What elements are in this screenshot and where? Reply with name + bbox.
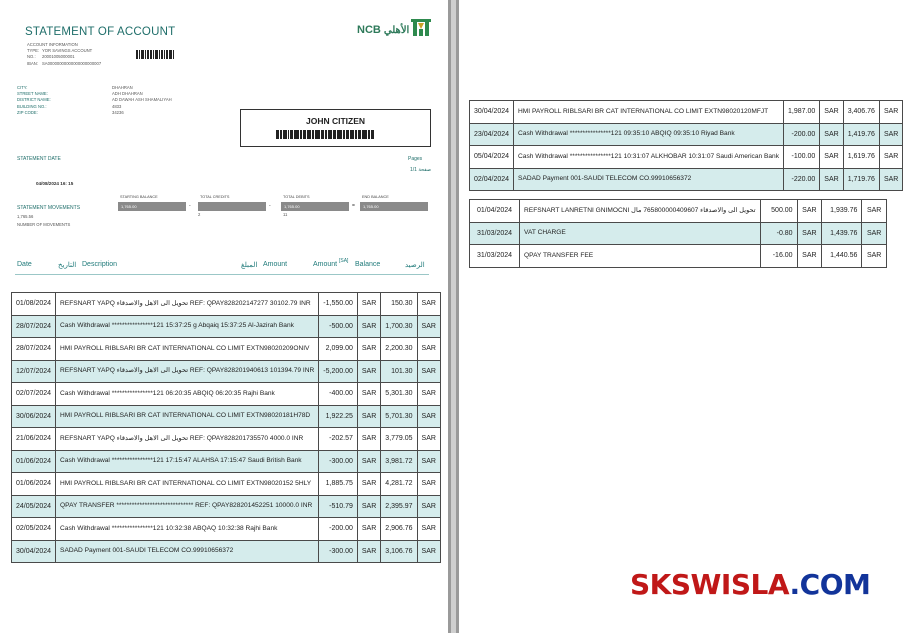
- cell-amount: 1,922.25: [319, 405, 358, 428]
- page-separator: [448, 0, 459, 633]
- cell-date: 01/08/2024: [12, 293, 56, 316]
- cell-cur: SAR: [357, 383, 380, 406]
- table-row: [12, 450, 441, 473]
- cell-balance: 2,200.30: [381, 338, 417, 361]
- cell-balance: 1,719.76: [843, 168, 879, 191]
- account-info-block: ACCOUNT INFORMATION TYPE: YOR SAVINGS ACCOUNT NO.: 20001005000001 IBAN: SA00000000000000000000007: [27, 42, 102, 66]
- cell-cur: SAR: [357, 428, 380, 451]
- cell-balance: 5,301.30: [381, 383, 417, 406]
- cell-desc: VAT CHARGE: [520, 222, 761, 245]
- cell-cur: SAR: [357, 540, 380, 563]
- cell-balance: 5,701.30: [381, 405, 417, 428]
- cell-desc: Cash Withdrawal ****************121 10:31:07 ALKHOBAR 10:31:07 Saudi American Bank: [514, 146, 784, 169]
- cell-cur: SAR: [357, 338, 380, 361]
- cell-amount: -200.00: [784, 123, 820, 146]
- cell-date: 12/07/2024: [12, 360, 56, 383]
- pages-value: 1/1 صفحة: [410, 167, 432, 173]
- cell-balance: 4,281.72: [381, 473, 417, 496]
- cell-desc: Cash Withdrawal ****************121 15:37:25 g Abqaiq 15:37:25 Al-Jazirah Bank: [56, 315, 319, 338]
- total-credits-count: 2: [198, 212, 201, 217]
- account-barcode-icon: [136, 50, 175, 59]
- cell-amount: 1,987.00: [784, 101, 820, 124]
- cell-desc: REFSNART YAPQ تحويل الى الاهل والاصدقاء REF: QPAY828202147277 30102.79 INR: [56, 293, 319, 316]
- cell-amount: -500.00: [319, 315, 358, 338]
- cell-cur2: SAR: [417, 450, 440, 473]
- cell-cur: SAR: [797, 222, 822, 245]
- cell-date: 28/07/2024: [12, 338, 56, 361]
- cell-amount: -100.00: [784, 146, 820, 169]
- table-row: [12, 405, 441, 428]
- cell-cur2: SAR: [417, 473, 440, 496]
- transactions-table-page2-b: [469, 199, 887, 268]
- starting-balance-label: STARTING BALANCE: [120, 195, 158, 199]
- cell-desc: Cash Withdrawal ****************121 06:20:35 ABQIQ 06:20:35 Rajhi Bank: [56, 383, 319, 406]
- cell-balance: 1,700.30: [381, 315, 417, 338]
- cell-balance: 3,779.05: [381, 428, 417, 451]
- cell-balance: 1,439.76: [822, 222, 862, 245]
- cell-date: 30/04/2024: [470, 101, 514, 124]
- cell-amount: -16.00: [760, 245, 797, 268]
- cell-amount: -0.80: [760, 222, 797, 245]
- cell-cur2: SAR: [417, 383, 440, 406]
- cell-desc: HMI PAYROLL RIBLSARI BR CAT INTERNATIONAL CO LIMIT EXTN98020152 5HLY: [56, 473, 319, 496]
- cell-amount: -202.57: [319, 428, 358, 451]
- cell-cur: SAR: [357, 360, 380, 383]
- table-row: [12, 540, 441, 563]
- col-description: Description: [82, 261, 118, 268]
- cell-amount: -510.79: [319, 495, 358, 518]
- cell-balance: 3,106.76: [381, 540, 417, 563]
- col-date: Date: [17, 261, 32, 268]
- statement-movements-value: 1,765.56: [17, 214, 34, 219]
- cell-balance: 2,906.76: [381, 518, 417, 541]
- cell-cur2: SAR: [879, 168, 902, 191]
- cell-cur: SAR: [820, 168, 843, 191]
- cell-desc: REFSNART YAPQ تحويل الى الاهل والاصدقاء REF: QPAY828201735570 4000.0 INR: [56, 428, 319, 451]
- cell-desc: QPAY TRANSFER ****************************** REF: QPAY828201452251 10000.0 INR: [56, 495, 319, 518]
- col-amount: Amount: [263, 261, 288, 268]
- table-row: [12, 383, 441, 406]
- transactions-table-page2-a: [469, 100, 903, 191]
- cell-desc: HMI PAYROLL RIBLSARI BR CAT INTERNATIONAL CO LIMIT EXTN98020181H78D: [56, 405, 319, 428]
- cell-cur2: SAR: [417, 338, 440, 361]
- cell-balance: 101.30: [381, 360, 417, 383]
- cell-balance: 1,419.76: [843, 123, 879, 146]
- cell-cur: SAR: [357, 450, 380, 473]
- address-values: DHAHRAN ADH DHAHRAN AD DAWAH ASH SHAMALIYAH 4833 34236: [112, 85, 172, 115]
- cell-cur: SAR: [797, 200, 822, 223]
- cell-amount: -5,200.00: [319, 360, 358, 383]
- ncb-logo-icon: [410, 17, 432, 37]
- col-currency-tag: [SA]: [339, 258, 349, 264]
- cell-date: 24/05/2024: [12, 495, 56, 518]
- cell-cur2: SAR: [417, 495, 440, 518]
- cell-amount: -200.00: [319, 518, 358, 541]
- cell-amount: 2,099.00: [319, 338, 358, 361]
- cell-date: 05/04/2024: [470, 146, 514, 169]
- cell-cur: SAR: [357, 293, 380, 316]
- cell-cur2: SAR: [879, 123, 902, 146]
- cell-cur: SAR: [820, 146, 843, 169]
- cell-desc: Cash Withdrawal ****************121 17:15:47 ALAHSA 17:15:47 Saudi British Bank: [56, 450, 319, 473]
- pages-label: Pages: [408, 156, 423, 162]
- cell-cur: SAR: [357, 405, 380, 428]
- cell-cur2: SAR: [417, 428, 440, 451]
- table-row: [12, 360, 441, 383]
- cell-cur2: SAR: [417, 405, 440, 428]
- total-credits-bar: [198, 202, 266, 211]
- total-debits-value: 1,765.00: [284, 204, 300, 209]
- cell-cur: SAR: [357, 315, 380, 338]
- table-row: [470, 200, 887, 223]
- cell-cur2: SAR: [417, 540, 440, 563]
- cell-balance: 1,619.76: [843, 146, 879, 169]
- cell-cur2: SAR: [879, 101, 902, 124]
- cell-desc: Cash Withdrawal ****************121 09:35:10 ABQIQ 09:35:10 Riyad Bank: [514, 123, 784, 146]
- cell-cur: SAR: [797, 245, 822, 268]
- cell-cur2: SAR: [417, 518, 440, 541]
- cell-date: 01/06/2024: [12, 450, 56, 473]
- cell-amount: -400.00: [319, 383, 358, 406]
- cell-amount: -1,550.00: [319, 293, 358, 316]
- col-date-ar: التاريخ: [58, 262, 77, 269]
- cell-date: 01/04/2024: [470, 200, 520, 223]
- cell-cur2: SAR: [879, 146, 902, 169]
- cell-date: 02/05/2024: [12, 518, 56, 541]
- table-row: [12, 495, 441, 518]
- statement-page-2: [459, 0, 904, 633]
- statement-page-1: STATEMENT OF ACCOUNT NCB الأهلي ACCOUNT INFORMATION TYPE: YOR SAVINGS ACCOUNT NO.: 20001005000001 IBAN: SA00000000000000000000007 CITY: STREET NAME: DISTRICT NAME: BUILDING NO.: ZIP CODE: DHAHRAN ADH DHAHRAN AD DAWAH ASH SHAMALIYAH 4833 34236 JOHN CITIZEN STATEMENT DATE Pages 1/1 صفحة 04/08/2024 16: 15 STARTING BALANCE TOTAL CREDITS TOTAL DEBITS END BALANCE 1,765.00 - - 1,765.00 = 1,765.00 STATEMENT MOVEMENTS 2 11 1,765.56 NUMBER OF MOVEMENTS Date التاريخ Description المبلغ Amount Amount [SA] Balance الرصيد 01/08/2024 REFSNART YAPQ تحويل الى الاهل والاصدقاء REF: QPAY828202147277 30102.79 INR -1,550.00 SAR 150.30 SAR 28/07/2024 Cash Withdrawal ****************121 15:37:25 g Abqaiq 15:37:25 Al-Jazirah Bank -500.00 SAR 1,700.30 SAR 28/07/2024 HMI PAYROLL RIBLSARI BR CAT INTERNATIONAL CO LIMIT EXTN98020209ONIV 2,099.00 SAR 2,200.30 SAR 12/07/2024 REFSNART YAPQ تحويل الى الاهل والاصدقاء REF: QPAY828201940613 101394.79 INR -5,200.00 SAR 101.30 SAR 02/07/2024 Cash Withdrawal ****************121 06:20:35 ABQIQ 06:20:35 Rajhi Bank -400.00 SAR 5,301.30 SAR 30/06/2024 HMI PAYROLL RIBLSARI BR CAT INTERNATIONAL CO LIMIT EXTN98020181H78D 1,922.25 SAR 5,701.30 SAR 21/06/2024 REFSNART YAPQ تحويل الى الاهل والاصدقاء REF: QPAY828201735570 4000.0 INR -202.57 SAR 3,779.05 SAR 01/06/2024 Cash Withdrawal ****************121 17:15:47 ALAHSA 17:15:47 Saudi British Bank -300.00 SAR 3,981.72 SAR 01/06/2024 HMI PAYROLL RIBLSARI BR CAT INTERNATIONAL CO LIMIT EXTN98020152 5HLY 1,885.75 SAR 4,281.72 SAR 24/05/2024 QPAY TRANSFER ****************************** REF: QPAY828201452251 10000.0 INR -510.79 SAR 2,395.97 SAR 02/05/2024 Cash Withdrawal ****************121 10:32:38 ABQAQ 10:32:38 Rajhi Bank -200.00 SAR 2,906.76 SAR 30/04/2024 SADAD Payment 001-SAUDI TELECOM CO.99910656372 -300.00 SAR 3,106.76 SAR: [0, 0, 448, 633]
- cell-balance: 3,406.76: [843, 101, 879, 124]
- number-of-movements-label: NUMBER OF MOVEMENTS: [17, 222, 71, 227]
- customer-name: JOHN CITIZEN: [305, 116, 366, 126]
- total-credits-label: TOTAL CREDITS: [200, 195, 230, 199]
- cell-date: 01/06/2024: [12, 473, 56, 496]
- cell-desc: Cash Withdrawal ****************121 10:32:38 ABQAQ 10:32:38 Rajhi Bank: [56, 518, 319, 541]
- cell-date: 30/04/2024: [12, 540, 56, 563]
- cell-balance: 2,395.97: [381, 495, 417, 518]
- total-debits-label: TOTAL DEBITS: [283, 195, 310, 199]
- statement-date-label: STATEMENT DATE: [17, 156, 61, 162]
- customer-barcode-icon: [276, 130, 375, 139]
- cell-date: 31/03/2024: [470, 245, 520, 268]
- table-row: [470, 222, 887, 245]
- cell-amount: 1,885.75: [319, 473, 358, 496]
- total-debits-count: 11: [283, 212, 288, 217]
- cell-amount: -300.00: [319, 450, 358, 473]
- statement-movements-label: STATEMENT MOVEMENTS: [17, 205, 81, 211]
- cell-cur2: SAR: [862, 222, 887, 245]
- statement-title: STATEMENT OF ACCOUNT: [25, 26, 176, 38]
- cell-balance: 150.30: [381, 293, 417, 316]
- end-balance-label: END BALANCE: [362, 195, 389, 199]
- cell-amount: 500.00: [760, 200, 797, 223]
- cell-balance: 3,981.72: [381, 450, 417, 473]
- cell-balance: 1,440.56: [822, 245, 862, 268]
- cell-desc: REFSNART YAPQ تحويل الى الاهل والاصدقاء REF: QPAY828201940613 101394.79 INR: [56, 360, 319, 383]
- table-row: [12, 428, 441, 451]
- cell-balance: 1,939.76: [822, 200, 862, 223]
- cell-cur2: SAR: [417, 360, 440, 383]
- cell-desc: REFSNART LANRETNI GNIMOCNI تحويل الى والاصدقاء 765800000409607 مال: [520, 200, 761, 223]
- cell-amount: -300.00: [319, 540, 358, 563]
- col-balance-ar: الرصيد: [405, 262, 425, 269]
- cell-cur2: SAR: [417, 315, 440, 338]
- cell-date: 23/04/2024: [470, 123, 514, 146]
- end-balance-value: 1,765.00: [363, 204, 379, 209]
- cell-cur2: SAR: [862, 200, 887, 223]
- cell-desc: HMI PAYROLL RIBLSARI BR CAT INTERNATIONAL CO LIMIT EXTN98020209ONIV: [56, 338, 319, 361]
- cell-cur2: SAR: [862, 245, 887, 268]
- cell-cur: SAR: [357, 495, 380, 518]
- cell-date: 28/07/2024: [12, 315, 56, 338]
- starting-balance-value: 1,765.00: [121, 204, 137, 209]
- table-row: [12, 315, 441, 338]
- table-row: [12, 338, 441, 361]
- customer-name-box: [240, 109, 431, 147]
- cell-desc: SADAD Payment 001-SAUDI TELECOM CO.99910656372: [514, 168, 784, 191]
- cell-date: 30/06/2024: [12, 405, 56, 428]
- col-balance: Balance: [355, 261, 381, 268]
- table-row: [470, 146, 903, 169]
- cell-date: 21/06/2024: [12, 428, 56, 451]
- cell-amount: -220.00: [784, 168, 820, 191]
- cell-date: 02/07/2024: [12, 383, 56, 406]
- watermark: SKSWISLA.COM: [630, 568, 871, 601]
- cell-date: 02/04/2024: [470, 168, 514, 191]
- cell-desc: HMI PAYROLL RIBLSARI BR CAT INTERNATIONAL CO LIMIT EXTN98020120MFJT: [514, 101, 784, 124]
- transactions-table-page1: [11, 292, 441, 563]
- bank-name: NCB الأهلي: [357, 24, 410, 36]
- cell-cur: SAR: [820, 123, 843, 146]
- statement-date-value: 04/08/2024 16: 15: [36, 181, 74, 186]
- table-row: [470, 101, 903, 124]
- col-amount-ar: المبلغ: [241, 262, 258, 269]
- cell-cur: SAR: [357, 518, 380, 541]
- col-amount-sa: Amount: [313, 261, 338, 268]
- table-row: [12, 293, 441, 316]
- address-labels: CITY: STREET NAME: DISTRICT NAME: BUILDING NO.: ZIP CODE:: [17, 85, 51, 115]
- table-row: [12, 518, 441, 541]
- table-row: [470, 168, 903, 191]
- table-row: [12, 473, 441, 496]
- cell-desc: QPAY TRANSFER FEE: [520, 245, 761, 268]
- cell-date: 31/03/2024: [470, 222, 520, 245]
- cell-cur: SAR: [820, 101, 843, 124]
- cell-desc: SADAD Payment 001-SAUDI TELECOM CO.99910656372: [56, 540, 319, 563]
- cell-cur: SAR: [357, 473, 380, 496]
- table-row: [470, 245, 887, 268]
- table-row: [470, 123, 903, 146]
- cell-cur2: SAR: [417, 293, 440, 316]
